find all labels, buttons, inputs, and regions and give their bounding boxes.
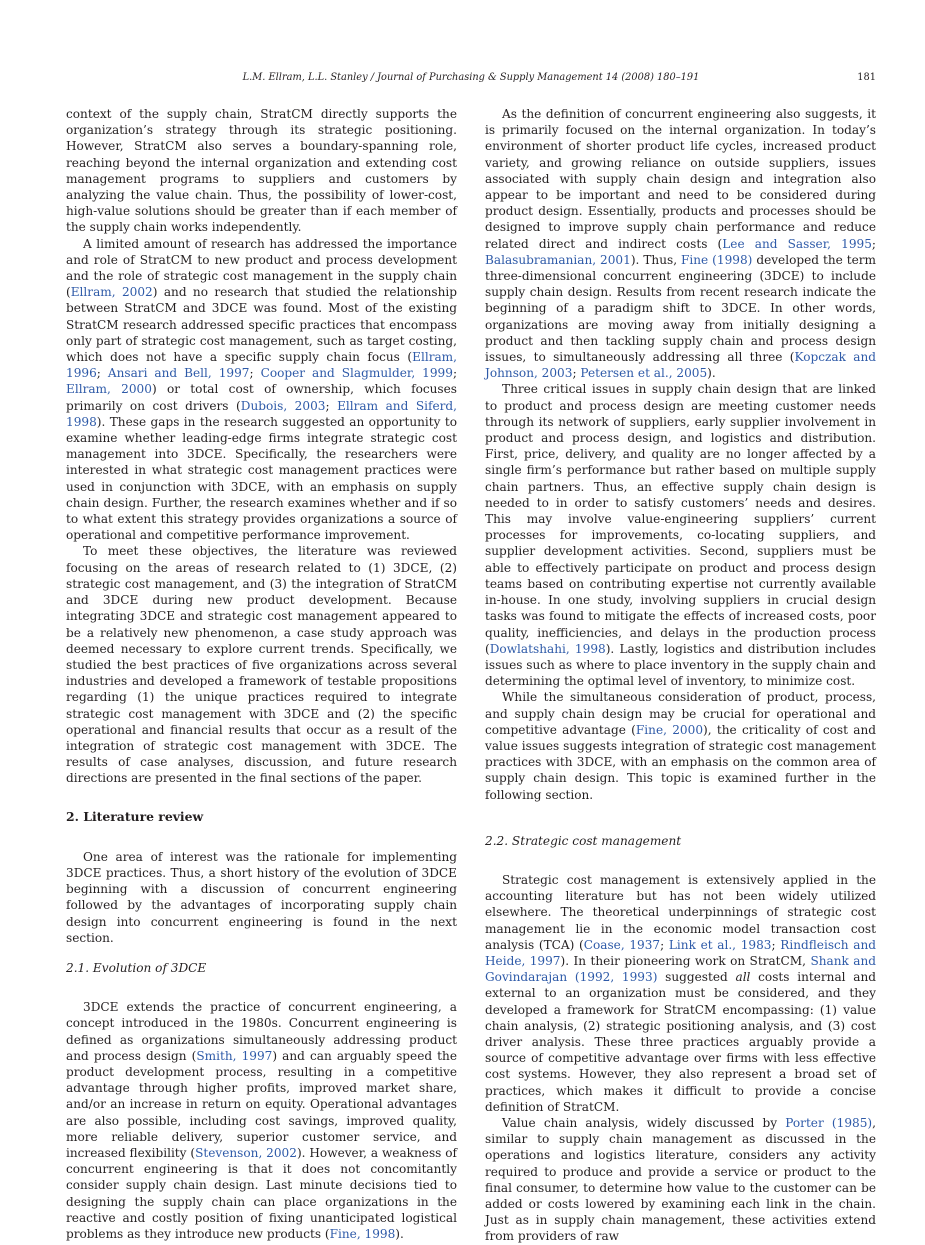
citation-link[interactable]: Ellram, 2000 xyxy=(66,382,152,397)
paragraph xyxy=(66,849,457,946)
text-run: Strategic cost management is extensively applied in the accounting literature but has not been widely utilized elsewhere. The theoretical underpinnings of strategic cost management lie in the economic model transaction cost analysis (TCA) ( xyxy=(485,872,876,952)
text-run: ). However, a weakness of concurrent engineering is that it does not concomitantly consider supply chain design. Last minute decisions tied to designing the supply chain can place organizations in the reactive and costly position of fixing unanticipated logistical problems as they introduce new products ( xyxy=(66,1145,457,1241)
paragraph xyxy=(485,689,876,802)
citation-link[interactable]: Cooper and Slagmulder, 1999 xyxy=(260,366,453,381)
subsection-heading: 2.1. Evolution of 3DCE xyxy=(66,960,207,975)
text-run: While the simultaneous consideration of product, process, and supply chain design may be crucial for operational and competitive advantage ( xyxy=(485,690,876,737)
citation-link[interactable]: Fine (1998) xyxy=(681,252,753,267)
text-run: ). These gaps in the research suggested an opportunity to examine whether leading-edge firms integrate strategic cost management into 3DCE. Specifically, the researchers were interested in what strategic cost management practices were used in conjunction with 3DCE, with an emphasis on supply chain design. Further, the research examines whether and if so to what extent this strategy provides organizations a source of operational and competitive performance improvement. xyxy=(66,414,457,543)
text-run: developed the term three-dimensional concurrent engineering (3DCE) to include supply chain design. Results from recent research indicate the beginning of a paradigm shift to 3DCE. In other words, organizations are moving away from initially designing a product and then tackling supply chain and process design issues, to simultaneously addressing all three ( xyxy=(485,252,876,365)
emphasis-text: all xyxy=(735,970,751,985)
citation-link[interactable]: Rindfleisch and Heide, 1997 xyxy=(485,937,877,968)
paragraph xyxy=(66,236,457,544)
text-run: One area of interest was the rationale for implementing 3DCE practices. Thus, a short history of the evolution of 3DCE beginning with a discussion of concurrent engineering followed by the advantages of incorporating supply chain design into concurrent engineering is found in the next section. xyxy=(66,849,457,945)
citation-link[interactable]: Dowlatshahi, 1998 xyxy=(489,641,606,656)
citation-link[interactable]: Smith, 1997 xyxy=(196,1048,273,1063)
text-run: ). xyxy=(707,366,716,381)
text-run: ). xyxy=(395,1227,404,1241)
text-run: suggested xyxy=(657,970,736,985)
citation-link[interactable]: Fine, 2000 xyxy=(635,722,704,737)
citation-link[interactable]: Ellram and Siferd, 1998 xyxy=(66,398,457,429)
text-run: Value chain analysis, widely discussed by xyxy=(502,1115,786,1130)
text-run: ), the criticality of cost and value issues suggests integration of strategic cost management practices with 3DCE, with an emphasis on the common area of supply chain design. This topic is examined further in the following section. xyxy=(485,722,876,802)
citation-link[interactable]: Ellram, 1996 xyxy=(66,350,457,381)
citation-link[interactable]: Fine, 1998 xyxy=(329,1227,396,1241)
journal-citation: L.M. Ellram, L.L. Stanley / Journal of Purchasing & Supply Management 14 (2008) 180–191 xyxy=(242,72,700,83)
text-run: To meet these objectives, the literature was reviewed focusing on the areas of research related to (1) 3DCE, (2) strategic cost management, and (3) the integration of StratCM and 3DCE during new product development. Because integrating 3DCE and strategic cost management appeared to be a relatively new phenomenon, a case study approach was deemed necessary to explore current trends. Specifically, we studied the best practices of five organizations across several industries and developed a framework of testable propositions regarding (1) the unique practices required to integrate strategic cost management with 3DCE and (2) the specific operational and financial results that occur as a result of the integration of strategic cost management with 3DCE. The results of case analyses, discussion, and future research directions are presented in the final sections of the paper. xyxy=(66,544,457,786)
text-run: ; xyxy=(771,937,781,952)
paragraph xyxy=(66,543,457,786)
paragraph xyxy=(66,106,457,236)
text-run: ; xyxy=(660,937,669,952)
text-run: ). Thus, xyxy=(630,252,681,267)
text-run: , similar to supply chain management as discussed in the operations and logistics literature, considers any activity required to produce and provide a service or product to the final consumer, to determine how value to the customer can be added or costs lowered by examining each link in the chain. Just as in supply chain management, these activities extend from providers of raw xyxy=(485,1115,876,1244)
subsection-heading: 2.2. Strategic cost management xyxy=(485,833,682,848)
citation-link[interactable]: Porter (1985) xyxy=(785,1115,873,1130)
citation-link[interactable]: Ansari and Bell, 1997 xyxy=(107,366,250,381)
text-run: ; xyxy=(871,236,876,251)
right-column xyxy=(485,106,876,1245)
text-run: Three critical issues in supply chain design that are linked to product and process design are meeting customer needs through its network of suppliers, early supplier involvement in product and process design, and logistics and distribution. First, price, delivery, and quality are no longer affected by a single firm’s performance but rather based on multiple supply chain partners. Thus, an effective supply chain design is needed to in order to satisfy customers’ needs and desires. This may involve value-engineering suppliers’ current processes for improvements, co-locating suppliers, and supplier development activities. Second, suppliers must be able to effectively participate on product and process design teams based on contributing expertise not currently available in-house. In one study, involving suppliers in crucial design tasks was found to mitigate the effects of increased costs, poor quality, inefficiencies, and delays in the production process ( xyxy=(485,382,876,656)
page-number: 181 xyxy=(857,72,876,83)
citation-link[interactable]: Dubois, 2003 xyxy=(240,398,326,413)
text-run: ; xyxy=(249,366,261,381)
text-run: context of the supply chain, StratCM directly supports the organization’s strategy through its strategic positioning. However, StratCM also serves a boundary-spanning role, reaching beyond the internal organization and extending cost management programs to suppliers and customers by analyzing the value chain. Thus, the possibility of lower-cost, high-value solutions should be greater than if each member of the supply chain works independently. xyxy=(66,107,457,235)
citation-link[interactable]: Coase, 1937 xyxy=(583,937,661,952)
citation-link[interactable]: Kopczak and Johnson, 2003 xyxy=(485,350,876,381)
citation-link[interactable]: Link et al., 1983 xyxy=(668,937,772,952)
citation-link[interactable]: Lee and Sasser, 1995 xyxy=(722,236,872,251)
section-heading: 2. Literature review xyxy=(66,808,204,824)
text-run: costs internal and external to an organization must be considered, and they developed a framework for StratCM encompassing: (1) value chain analysis, (2) strategic positioning analysis, and (3) cost driver analysis. These three practices arguably provide a source of competitive advantage over firms with less effective cost systems. However, they also represent a broad set of practices, which makes it difficult to provide a concise definition of StratCM. xyxy=(485,970,876,1114)
text-run: ). In their pioneering work on StratCM, xyxy=(560,953,811,968)
text-run: 3DCE extends the practice of concurrent engineering, a concept introduced in the 1980s. Concurrent engineering is defined as organizations simultaneously addressing product and process design ( xyxy=(66,1000,457,1063)
left-column xyxy=(66,106,457,1242)
paragraph xyxy=(485,872,876,1115)
paragraph xyxy=(485,106,876,381)
paragraph xyxy=(485,1115,876,1245)
text-run: As the definition of concurrent engineering also suggests, it is primarily focused on the internal organization. In today’s environment of shorter product life cycles, increased product variety, and growing reliance on outside suppliers, issues associated with supply chain design and integration also appear to be important and need to be considered during product design. Essentially, products and processes should be designed to improve supply chain performance and reduce related direct and indirect costs ( xyxy=(485,107,876,251)
citation-link[interactable]: Petersen et al., 2005 xyxy=(580,366,708,381)
running-header xyxy=(66,72,876,88)
text-run: ; xyxy=(325,398,338,413)
text-run: ; xyxy=(452,366,458,381)
text-run: ) or total cost of ownership, which focuses primarily on cost drivers ( xyxy=(66,382,457,413)
citation-link[interactable]: Stevenson, 2002 xyxy=(195,1145,297,1160)
paragraph xyxy=(66,999,457,1242)
citation-link[interactable]: Shank and Govindarajan (1992, 1993) xyxy=(485,953,876,985)
text-run: ; xyxy=(96,366,108,381)
text-run: ) and no research that studied the relationship between StratCM and 3DCE was found. Most of the existing StratCM research addressed specific practices that encompass only part of strategic cost management, such as target costing, which does not have a specific supply chain focus ( xyxy=(66,285,457,365)
paragraph xyxy=(485,381,876,689)
text-run: ) and can arguably speed the product development process, resulting in a competitive advantage through higher profits, improved market share, and/or an increase in return on equity. Operational advantages are also possible, including cost savings, improved quality, more reliable delivery, superior customer service, and increased flexibility ( xyxy=(66,1048,457,1160)
text-run: ; xyxy=(572,366,581,381)
citation-link[interactable]: Balasubramanian, 2001 xyxy=(485,252,631,267)
citation-link[interactable]: Ellram, 2002 xyxy=(70,285,153,300)
text-run: ). Lastly, logistics and distribution includes issues such as where to place inventory in the supply chain and determining the optimal level of inventory, to minimize cost. xyxy=(485,641,876,689)
text-run: A limited amount of research has addressed the importance and role of StratCM to new product and process development and the role of strategic cost management in the supply chain ( xyxy=(66,236,457,300)
